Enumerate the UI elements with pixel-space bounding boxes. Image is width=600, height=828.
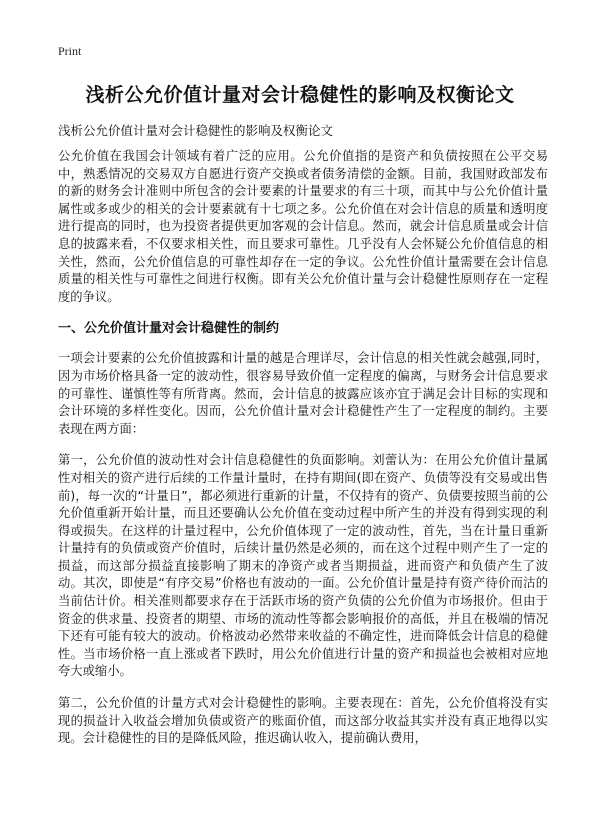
paragraph-point-1: 第一，公允价值的波动性对会计信息稳健性的负面影响。刘蕾认为：在用公允价值计量属性对相关的资产进行后续的工作量计量时，在持有期间(即在资产、负债等没有交易或出售前)，每一次的“计量日”，都必须进行重新的计量，不仅持有的资产、负债要按照当前的公允价值重新开始计量，而且还要确认公允价值在变动过程中所产生的并没有得到实现的利得或损失。在这样的计量过程中，公允价值体现了一定的波动性，首先，当在计量日重新计量持有的负债或资产价值时，后续计量仍然是必须的，而在这个过程中则产生了一定的损益，而这部分损益直接影响了期末的净资产或者当期损益，进而资产和负债产生了波动。其次，即使是“有序交易”价格也有波动的一面。公允价值计量是持有资产待价而沽的当前估计价。相关准则都要求存在于活跃市场的资产负债的公允价值为市场报价。但由于资金的供求量、投资者的期望、市场的流动性等都会影响报价的高低，并且在极端的情况下还有可能有较大的波动。价格波动必然带来收益的不确定性，进而降低会计信息的稳健性。当市场价格一直上涨或者下跌时，用公允价值进行计量的资产和损益也会被相对应地夸大或缩小。 [58,453,548,679]
paragraph-intro: 公允价值在我国会计领域有着广泛的应用。公允价值指的是资产和负债按照在公平交易中，熟悉情况的交易双方自愿进行资产交换或者债务清偿的金额。目前，我国财政部发布的新的财务会计准则中所包含的会计要素的计量要求的有三十项，而其中与公允价值计量属性或多或少的相关的会计要素就有十七项之多。公允价值在对会计信息的质量和透明度进行提高的同时，也为投资者提供更加客观的会计信息。然而，就会计信息质量或会计信息的披露来看，不仅要求相关性，而且要求可靠性。几乎没有人会怀疑公允价值信息的相关性，然而，公允价值信息的可靠性却存在一定的争议。公允性价值计量需要在会计信息质量的相关性与可靠性之间进行权衡。即有关公允价值计量与会计稳健性原则存在一定程度的争议。 [58,149,548,304]
paragraph-section1-intro: 一项会计要素的公允价值披露和计量的越是合理详尽，会计信息的相关性就会越强,同时，因为市场价格具备一定的波动性，很容易导致价值一定程度的偏离，与财务会计信息要求的可靠性、谨慎性等有所背离。然而，会计信息的披露应该亦宜于满足会计目标的实现和会计环境的多样性变化。因而，公允价值计量对会计稳健性产生了一定程度的制约。主要表现在两方面： [58,351,548,436]
document-title: 浅析公允价值计量对会计稳健性的影响及权衡论文 [85,84,515,106]
print-link[interactable]: Print [58,44,82,58]
document-subtitle: 浅析公允价值计量对会计稳健性的影响及权衡论文 [58,123,334,138]
document-body [58,148,548,762]
section-heading-1: 一、公允价值计量对会计稳健性的制约 [58,321,280,337]
paragraph-point-2: 第二，公允价值的计量方式对会计稳健性的影响。主要表现在：首先，公允价值将没有实现的损益计入收益会增加负债或资产的账面价值，而这部分收益其实并没有真正地得以实现。会计稳健性的目的是降低风险，推迟确认收入，提前确认费用， [58,696,548,746]
